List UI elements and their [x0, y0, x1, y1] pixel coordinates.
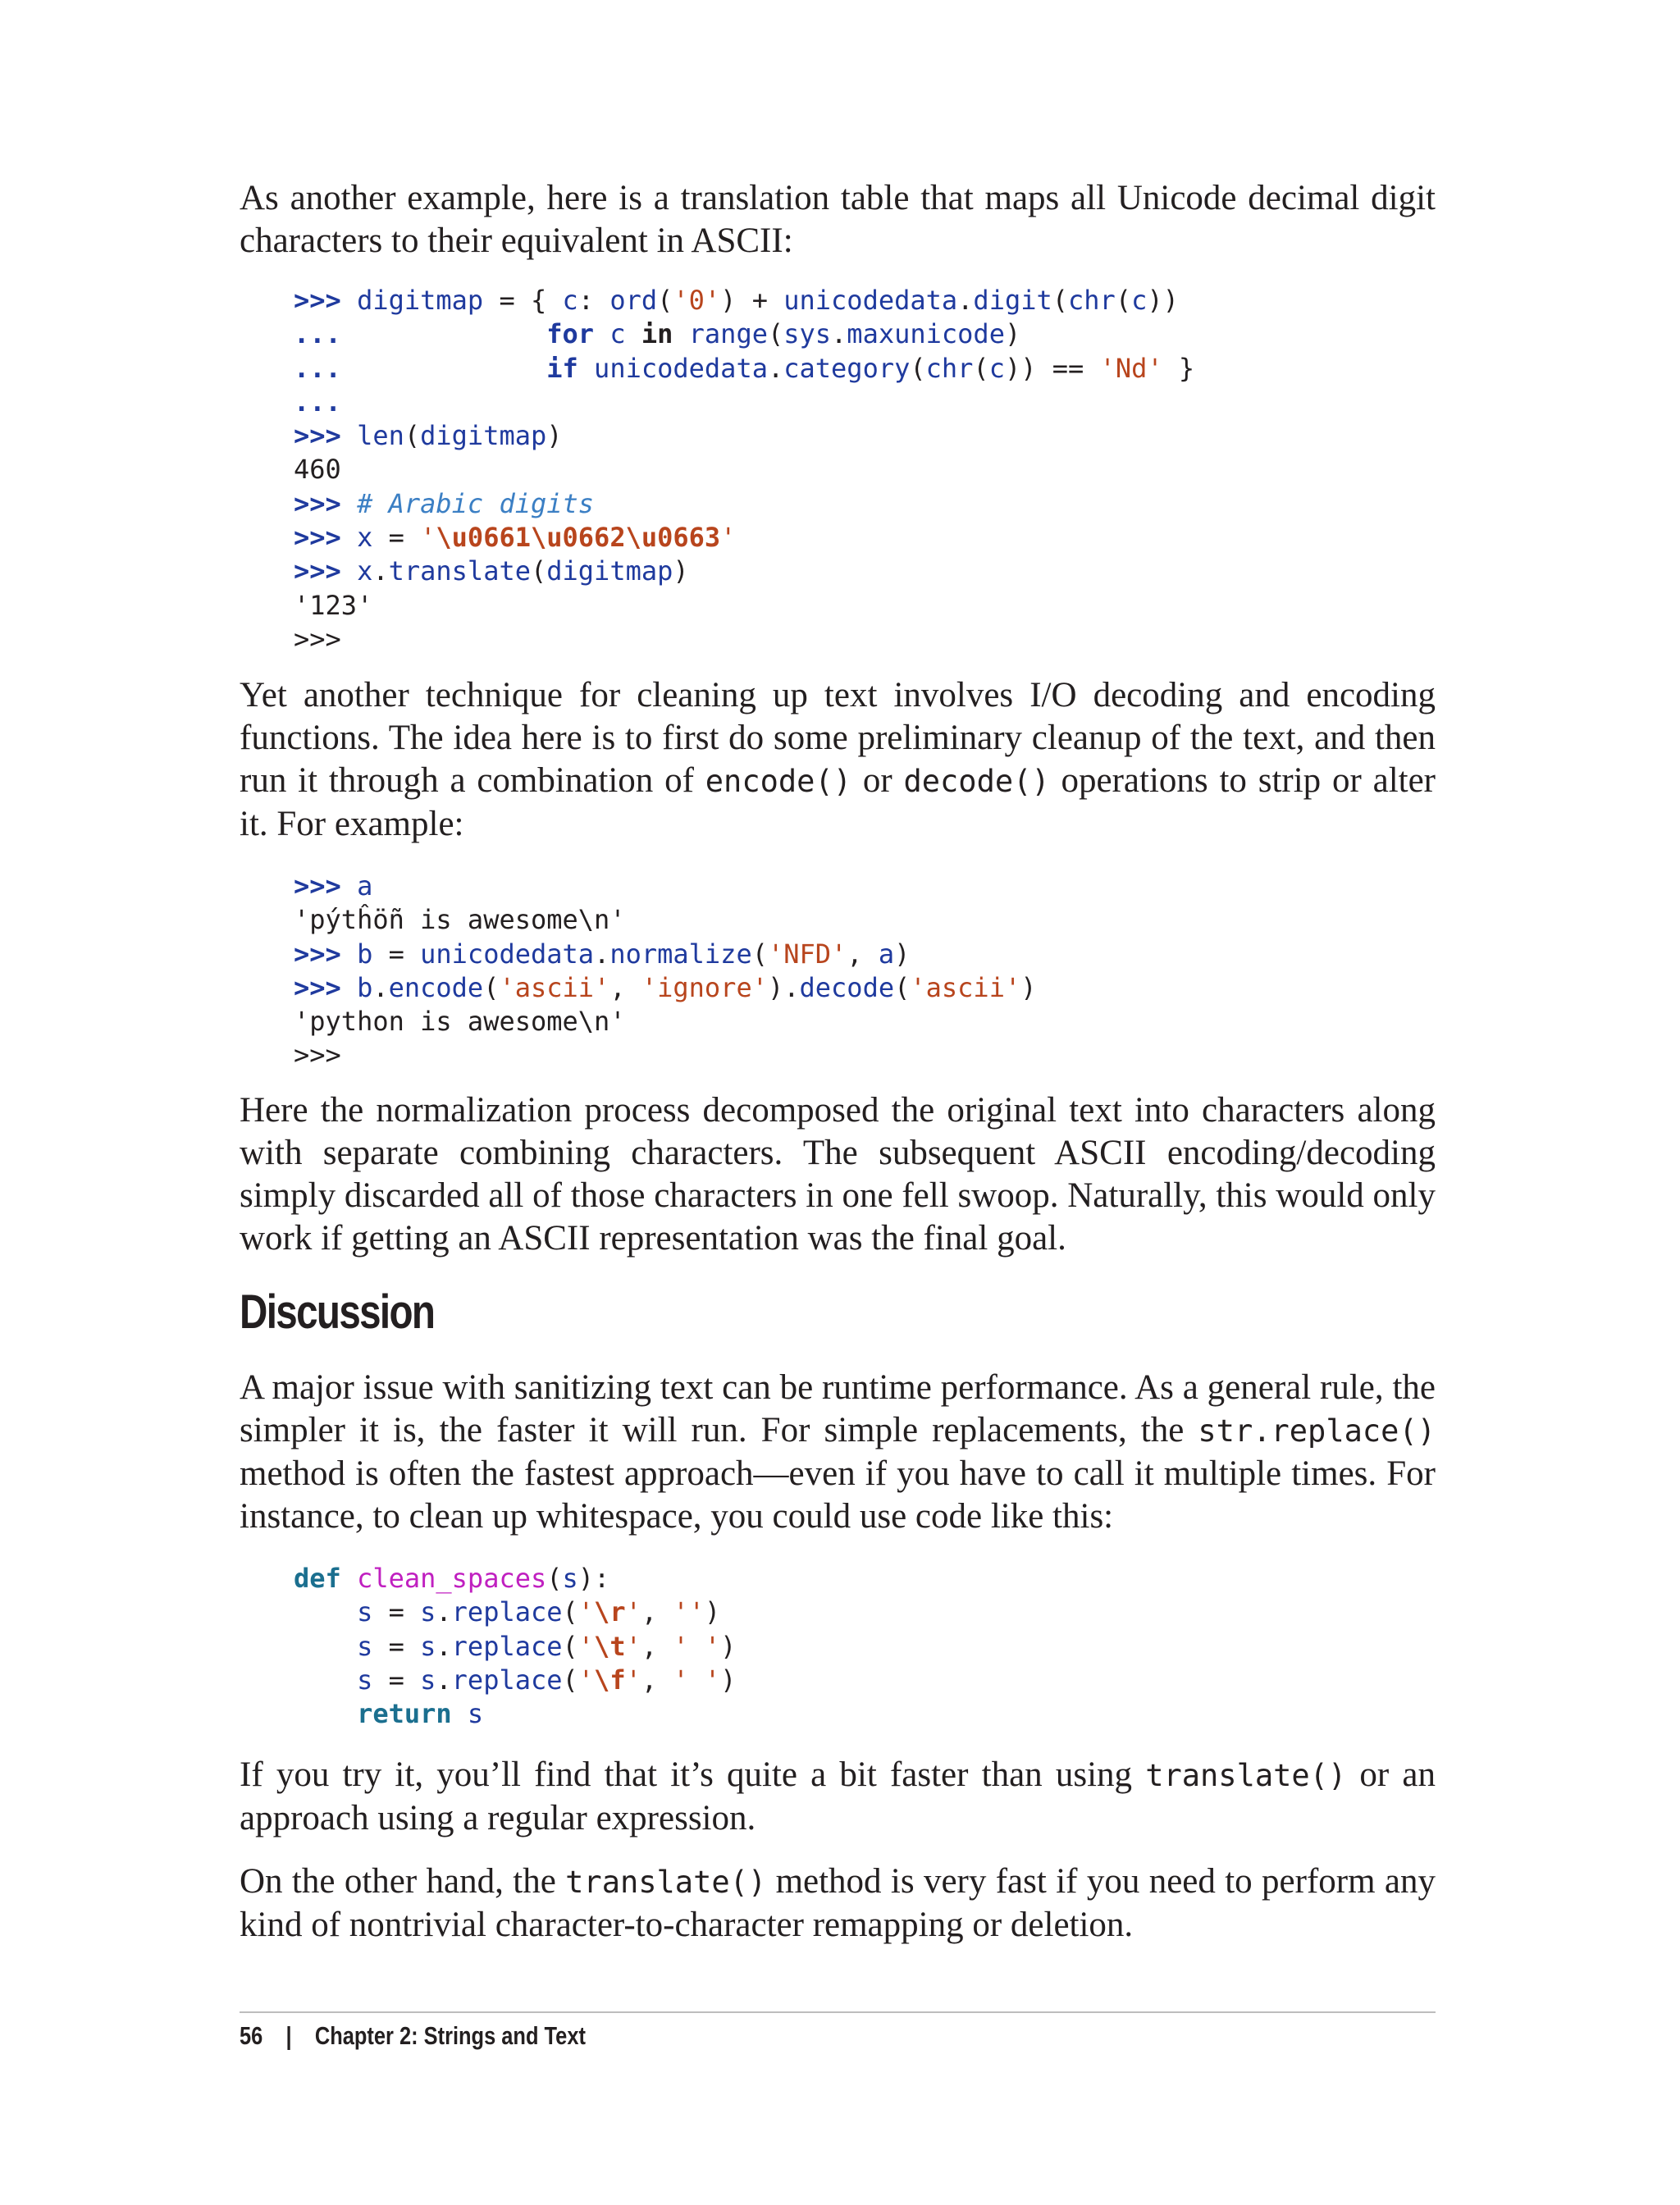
- paragraph-faster: [240, 1754, 1436, 1840]
- code-line: s = s.replace('\t', ' '): [357, 1630, 737, 1662]
- page-footer: 56 | Chapter 2: Strings and Text: [240, 2021, 586, 2050]
- code-line: s = s.replace('\r', ''): [357, 1596, 721, 1628]
- code-line: 460: [294, 454, 341, 486]
- code-block-clean-spaces: [294, 1562, 736, 1731]
- inline-code: encode(): [705, 764, 851, 799]
- code-line: >>> x = '\u0661\u0662\u0663': [294, 522, 737, 554]
- code-line: ...: [294, 386, 341, 418]
- code-line: >>> x.translate(digitmap): [294, 555, 689, 587]
- code-line: s = s.replace('\f', ' '): [357, 1664, 737, 1696]
- text-run: A major issue with sanitizing text can be runtime performance. As a general rule, the simpler it is, the faster it will run. For simple replacements, the: [240, 1368, 1436, 1449]
- paragraph-translation-table: As another example, here is a translation table that maps all Unicode decimal digit characters to their equivalent in ASCII:: [240, 179, 1436, 260]
- code-line: ... for c in range(sys.maxunicode): [294, 318, 1021, 350]
- paragraph-translate-fast: [240, 1860, 1436, 1947]
- text-run: On the other hand, the: [240, 1862, 566, 1901]
- text-run: If you try it, you’ll find that it’s quite a bit faster than using: [240, 1755, 1146, 1794]
- code-line: >>>: [294, 623, 341, 655]
- code-line: 'python is awesome\n': [294, 1006, 626, 1038]
- code-line: return s: [357, 1698, 484, 1730]
- text-run: method is often the fastest approach—even if you have to call it multiple times. For instance, to clean up whitespace, you could use code like this:: [240, 1454, 1436, 1536]
- code-block-normalize: [294, 870, 1036, 1073]
- paragraph-normalization: Here the normalization process decomposed the original text into characters along with separate combining characters. The subsequent ASCII encoding/decoding simply discarded all of those characters in one fell swoop. Naturally, this would only work if getting an ASCII representation was the final goal.: [240, 1091, 1436, 1258]
- paragraph-performance: [240, 1367, 1436, 1538]
- inline-code: translate(): [565, 1865, 767, 1900]
- code-block-digitmap: [294, 284, 1194, 656]
- code-line: ... if unicodedata.category(chr(c)) == 'Nd' }: [294, 352, 1195, 384]
- text-run: Yet another technique for cleaning up text involves I/O decoding and encoding functions. The idea here is to first do some preliminary cleanup of the text, and then run it through a combination of: [240, 676, 1436, 800]
- paragraph-io-decoding: [240, 674, 1436, 846]
- inline-code: translate(): [1145, 1758, 1347, 1793]
- code-line: >>> b = unicodedata.normalize('NFD', a): [294, 938, 911, 970]
- text-run: or: [851, 761, 904, 800]
- inline-code: decode(): [903, 764, 1050, 799]
- section-heading: Discussion: [240, 1285, 435, 1339]
- code-line: 'pýtĥöñ is awesome\n': [294, 904, 626, 936]
- code-line: >>> len(digitmap): [294, 420, 563, 452]
- code-line: '123': [294, 589, 373, 621]
- code-line: >>>: [294, 1039, 341, 1071]
- code-line: >>> b.encode('ascii', 'ignore').decode('ascii'): [294, 971, 1037, 1003]
- text-run: or an approach using a regular expression.: [240, 1755, 1436, 1838]
- text-run: operations to strip or alter it. For example:: [240, 761, 1436, 843]
- inline-code: str.replace(): [1198, 1413, 1436, 1449]
- footer-divider: [240, 2011, 1436, 2013]
- code-line: >>> # Arabic digits: [294, 487, 595, 519]
- code-line: >>> digitmap = { c: ord('0') + unicodedata.digit(chr(c)): [294, 285, 1179, 316]
- code-line: >>> a: [294, 870, 373, 902]
- text-run: method is very fast if you need to perform any kind of nontrivial character-to-character remapping or deletion.: [240, 1862, 1436, 1944]
- code-line: def clean_spaces(s):: [294, 1563, 610, 1594]
